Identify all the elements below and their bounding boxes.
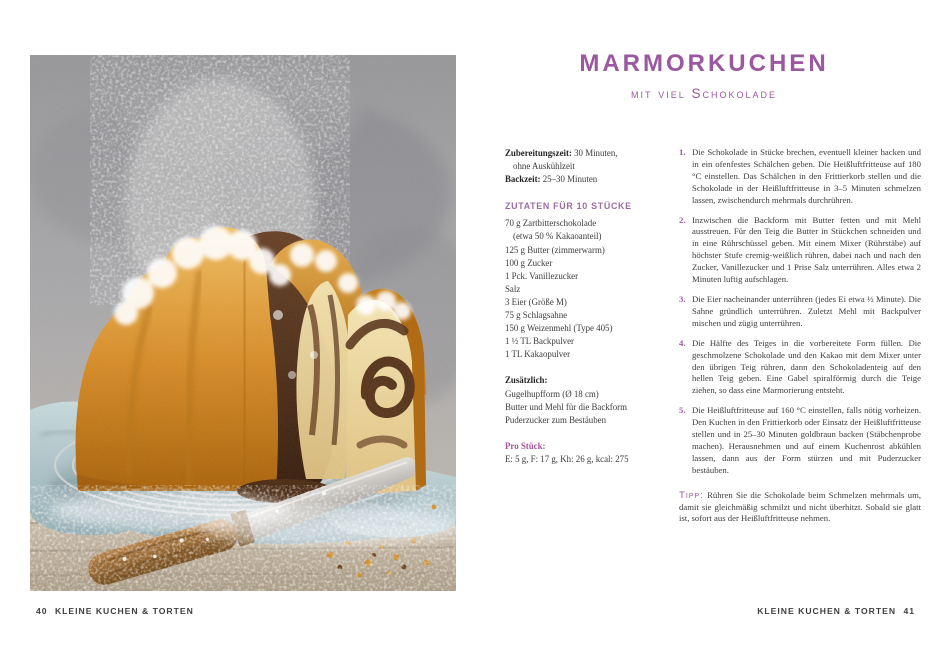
step-number: 5. [679, 405, 686, 416]
ingredients-column [505, 147, 665, 525]
tip-paragraph [679, 490, 921, 526]
step-4 [679, 338, 921, 398]
page-number-right: 41 [903, 606, 915, 616]
extras-item: Puderzucker zum Bestäuben [505, 414, 607, 425]
recipe-photo [30, 55, 456, 591]
nutrition-values: E: 5 g, F: 17 g, Kh: 26 g, kcal: 275 [505, 453, 629, 464]
bake-time-value: 25–30 Minuten [542, 174, 598, 185]
step-2 [679, 215, 921, 286]
step-number: 1. [679, 147, 686, 157]
ingredient-item: 3 Eier (Größe M) [505, 296, 567, 307]
extras-heading: Zusätzlich: [505, 375, 548, 386]
extras-item: Gugelhupfform (Ø 18 cm) [505, 388, 599, 399]
steps-column [679, 147, 921, 525]
step-text: Die Hälfte des Teiges in die vorbereitete Form füllen. Die geschmolzene Schokolade und den Kakao mit dem Mixer unter den übrigen Teig rühren, dann den Schokoladenteig auf den hellen Teig geben. Eine Gabel spiralförmig durch die Teige ziehen, so dass eine Marmorierung entsteht. [692, 337, 921, 396]
extras-item: Butter und Mehl für die Backform [505, 401, 628, 412]
bake-time-label: Backzeit: [505, 174, 541, 185]
section-name-left: KLEINE KUCHEN & TORTEN [54, 606, 194, 616]
step-3 [679, 294, 921, 330]
step-number: 2. [679, 214, 686, 225]
ingredient-item: 1 ½ TL Backpulver [505, 336, 575, 347]
ingredient-item: 150 g Weizenmehl (Type 405) [505, 323, 613, 334]
extras-heading-line [505, 374, 665, 387]
step-1 [679, 147, 921, 207]
tip-text: Rühren Sie die Schokolade beim Schmelzen mehrmals um, damit sie gleichmäßig schmilzt und nicht überhitzt. Sobald sie glatt ist, sofort aus der Heißluftfritteuse nehmen. [679, 489, 921, 524]
marble-cake-photo-illustration [30, 55, 456, 591]
photo-grain [30, 55, 456, 591]
ingredient-item: 1 TL Kakaopulver [505, 349, 571, 360]
step-text: Die Heißluftfritteuse auf 160 °C einstellen, falls nötig vorheizen. Den Kuchen in den Frittierkorb oder Einsatz der Heißluftfritteuse stellen und in 25–30 Minuten goldbraun backen (Stäbchenprobe machen). Herausnehmen und auf einem Kuchenrost abkühlen lassen, dann aus der Form stürzen und mit Puderzucker bestäuben. [692, 405, 921, 475]
step-text: Inzwischen die Backform mit Butter fetten und mit Mehl ausstreuen. Für den Teig die Butter in Stückchen schneiden und in eine Rührschüssel geben. Mit einem Mixer (Rührstäbe) auf höchster Stufe cremig-weißlich rühren, dabei nach und nach den Zucker, Vanillezucker und 1 Prise Salz unterrühren. Alles etwa 2 Minuten luftig aufschlagen. [692, 214, 921, 285]
nutrition-heading: Pro Stück: [505, 440, 546, 451]
prep-time-line [505, 147, 665, 160]
ingredient-item: 100 g Zucker [505, 257, 553, 268]
recipe-header [478, 50, 930, 101]
prep-time-label: Zubereitungszeit: [505, 148, 572, 158]
tip-label: Tipp: [679, 489, 704, 501]
footer-right [757, 606, 919, 616]
ingredient-item: 125 g Butter (zimmerwarm) [505, 244, 605, 255]
ingredient-item: 70 g Zartbitterschokolade [505, 218, 597, 229]
ingredient-item: Salz [505, 283, 521, 294]
ingredient-item: 75 g Schlagsahne [505, 310, 568, 321]
section-name-right: KLEINE KUCHEN & TORTEN [757, 606, 897, 616]
step-text: Die Eier nacheinander unterrühren (jedes Ei etwa ½ Minute). Die Sahne gründlich unterrühren. Zuletzt Mehl mit Backpulver mischen und zügig unterrühren. [692, 293, 921, 328]
step-text: Die Schokolade in Stücke brechen, eventuell kleiner hacken und in ein ofenfestes Schälchen geben. Die Heißluftfritteuse auf 180 °C einstellen. Das Schälchen in den Frittierkorb stellen und die Schokolade in der Heißluftfritteuse in 3–5 Minuten schmelzen lassen, zwischendurch mehrmals durchrühren. [692, 147, 921, 205]
step-5 [679, 405, 921, 476]
ingredient-item: (etwa 50 % Kakaoanteil) [513, 231, 602, 242]
footer-left [32, 606, 194, 616]
step-number: 3. [679, 293, 686, 304]
ingredient-item: 1 Pck. Vanillezucker [505, 270, 579, 281]
page-title: MARMORKUCHEN [579, 50, 829, 77]
recipe-body [505, 147, 921, 525]
page-subtitle: mit viel Schokolade [630, 86, 778, 101]
prep-time-value: 30 Minuten, [574, 148, 618, 158]
page-number-left: 40 [36, 606, 48, 616]
bake-time-line [505, 173, 665, 186]
prep-time-continuation: ohne Auskühlzeit [513, 161, 575, 172]
ingredients-heading: ZUTATEN FÜR 10 STÜCKE [505, 201, 632, 212]
step-number: 4. [679, 337, 686, 348]
